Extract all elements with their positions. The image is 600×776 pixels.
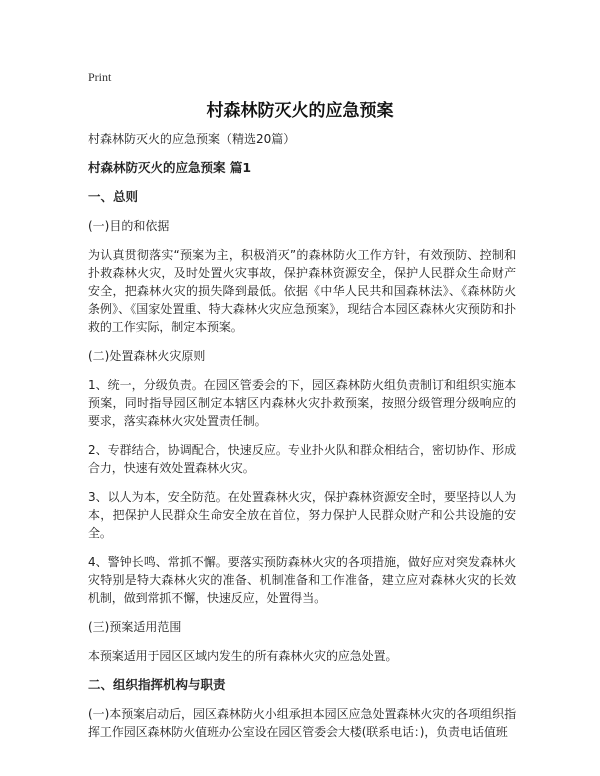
- subsection-heading: (一)目的和依据: [88, 219, 170, 233]
- principle-paragraph: 4、警钟长鸣、常抓不懈。要落实预防森林火灾的各项措施，做好应对突发森林火灾特别是特大森林火灾的准备、机制准备和工作准备，建立应对森林火灾的长效机制，做到常抓不懈，快速反应，处置得当。: [88, 555, 516, 605]
- paragraph: (一)本预案启动后，园区森林防火小组承担本园区应急处置森林火灾的各项组织指挥工作园区森林防火值班办公室设在园区管委会大楼(联系电话：)，负责电话值班: [88, 707, 516, 739]
- principle-paragraph: 2、专群结合，协调配合，快速反应。专业扑火队和群众相结合，密切协作、形成合力，快速有效处置森林火灾。: [88, 443, 516, 475]
- paragraph: 本预案适用于园区区域内发生的所有森林火灾的应急处置。: [88, 649, 398, 663]
- principle-paragraph: 3、以人为本，安全防范。在处置森林火灾，保护森林资源安全时，要坚持以人为本，把保护人民群众生命安全放在首位，努力保护人民群众财产和公共设施的安全。: [88, 490, 516, 540]
- document-subtitle: 村森林防灭火的应急预案（精选20篇）: [88, 132, 296, 146]
- print-link[interactable]: Print: [88, 70, 112, 84]
- principle-paragraph: 1、统一，分级负责。在园区管委会的下，园区森林防火组负责制订和组织实施本预案，同时指导园区制定本辖区内森林火灾扑救预案，按照分级管理分级响应的要求，落实森林火灾处置责任制。: [88, 378, 516, 428]
- part-title: 村森林防灭火的应急预案 篇1: [88, 160, 252, 175]
- section-heading: 二、组织指挥机构与职责: [88, 677, 226, 692]
- paragraph: 为认真贯彻落实“预案为主，积极消灭”的森林防火工作方针，有效预防、控制和扑救森林火灾，及时处置火灾事故，保护森林资源安全，保护人民群众生命财产安全，把森林火灾的损失降到最低。依据《中华人民共和国森林法》、《森林防火条例》、《国家处置重、特大森林火灾应急预案》，现结合本园区森林火灾预防和扑救的工作实际，制定本预案。: [88, 248, 516, 334]
- subsection-heading: (三)预案适用范围: [88, 620, 182, 634]
- section-heading: 一、总则: [88, 189, 139, 204]
- subsection-heading: (二)处置森林火灾原则: [88, 349, 206, 363]
- document-body: [88, 130, 516, 752]
- document-title: 村森林防灭火的应急预案: [206, 101, 394, 121]
